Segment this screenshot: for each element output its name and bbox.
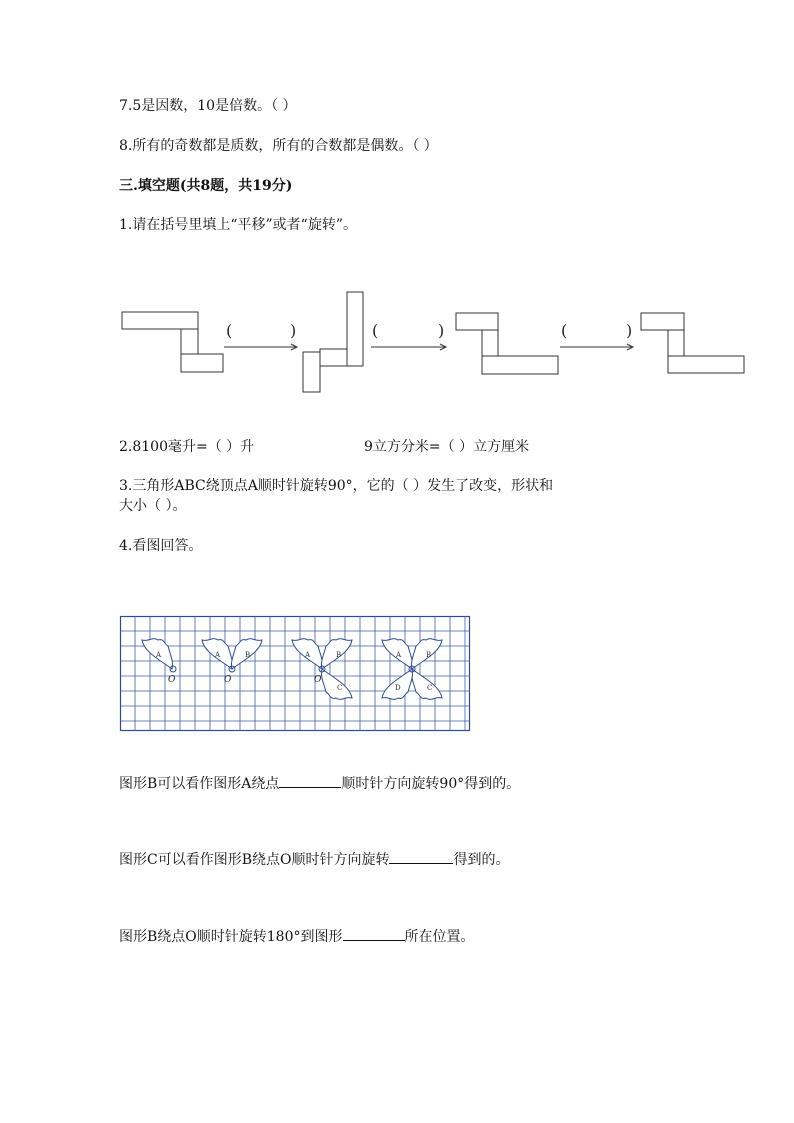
shape4-bottom-bar	[668, 356, 744, 373]
svg-text:A: A	[215, 651, 221, 659]
question-2-part2: 9立方分米=（ ）立方厘米	[364, 439, 530, 455]
answer-blank-1[interactable]	[279, 773, 341, 788]
shape2-tall-bar	[347, 292, 363, 366]
shape1-top-bar	[122, 312, 198, 329]
question-4-prompt: 4.看图回答。	[119, 538, 203, 554]
flower-grid-figure	[120, 616, 470, 731]
question-8: 8.所有的奇数都是质数，所有的合数都是偶数。（ ）	[119, 138, 438, 154]
question-4-sub1: 图形B可以看作图形A绕点 顺时针方向旋转90°得到的。	[119, 773, 520, 794]
shape3-stem	[482, 330, 498, 356]
shape1-stem	[181, 329, 198, 354]
svg-text:O: O	[314, 675, 322, 685]
arrow-2-paren-right: )	[438, 321, 445, 340]
svg-text:A: A	[156, 651, 162, 659]
svg-text:A: A	[305, 651, 311, 659]
arrow-2-paren-left: (	[372, 321, 379, 340]
svg-text:B: B	[426, 651, 432, 659]
section-title: 三.填空题(共8题，共19分)	[119, 178, 293, 194]
answer-blank-3[interactable]	[343, 926, 405, 941]
svg-text:O: O	[168, 675, 176, 685]
svg-text:A: A	[396, 651, 402, 659]
shape2-link	[320, 349, 347, 366]
question-3-line2: 大小（ ）。	[119, 498, 187, 514]
svg-text:D: D	[395, 684, 401, 692]
shape3-top-bar	[456, 313, 498, 330]
arrow-1-paren-right: )	[290, 321, 297, 340]
svg-text:B: B	[245, 651, 251, 659]
svg-text:B: B	[336, 651, 342, 659]
shape1-bottom-bar	[181, 354, 223, 372]
question-4-sub2: 图形C可以看作图形B绕点O顺时针方向旋转 得到的。	[119, 849, 509, 870]
svg-text:O: O	[224, 675, 232, 685]
question-7: 7.5是因数，10是倍数。（ ）	[119, 98, 297, 114]
question-4-sub3: 图形B绕点O顺时针旋转180°到图形 所在位置。	[119, 926, 475, 947]
answer-blank-2[interactable]	[389, 849, 453, 864]
svg-text:C: C	[427, 684, 433, 692]
question-2-part1: 2.8100毫升=（ ）升	[119, 439, 255, 455]
question-1-prompt: 1.请在括号里填上“平移”或者“旋转”。	[119, 217, 357, 233]
shape2-short-bar	[303, 352, 320, 392]
shape3-bottom-bar	[482, 356, 558, 374]
arrow-1-paren-left: (	[226, 321, 233, 340]
shape4-stem	[668, 330, 684, 356]
question-3-line1: 3.三角形ABC绕顶点A顺时针旋转90°，它的（ ）发生了改变，形状和	[119, 478, 554, 494]
arrow-3-paren-right: )	[626, 321, 633, 340]
svg-text:C: C	[337, 684, 343, 692]
shape4-top-bar	[641, 313, 684, 330]
arrow-3-paren-left: (	[561, 321, 568, 340]
